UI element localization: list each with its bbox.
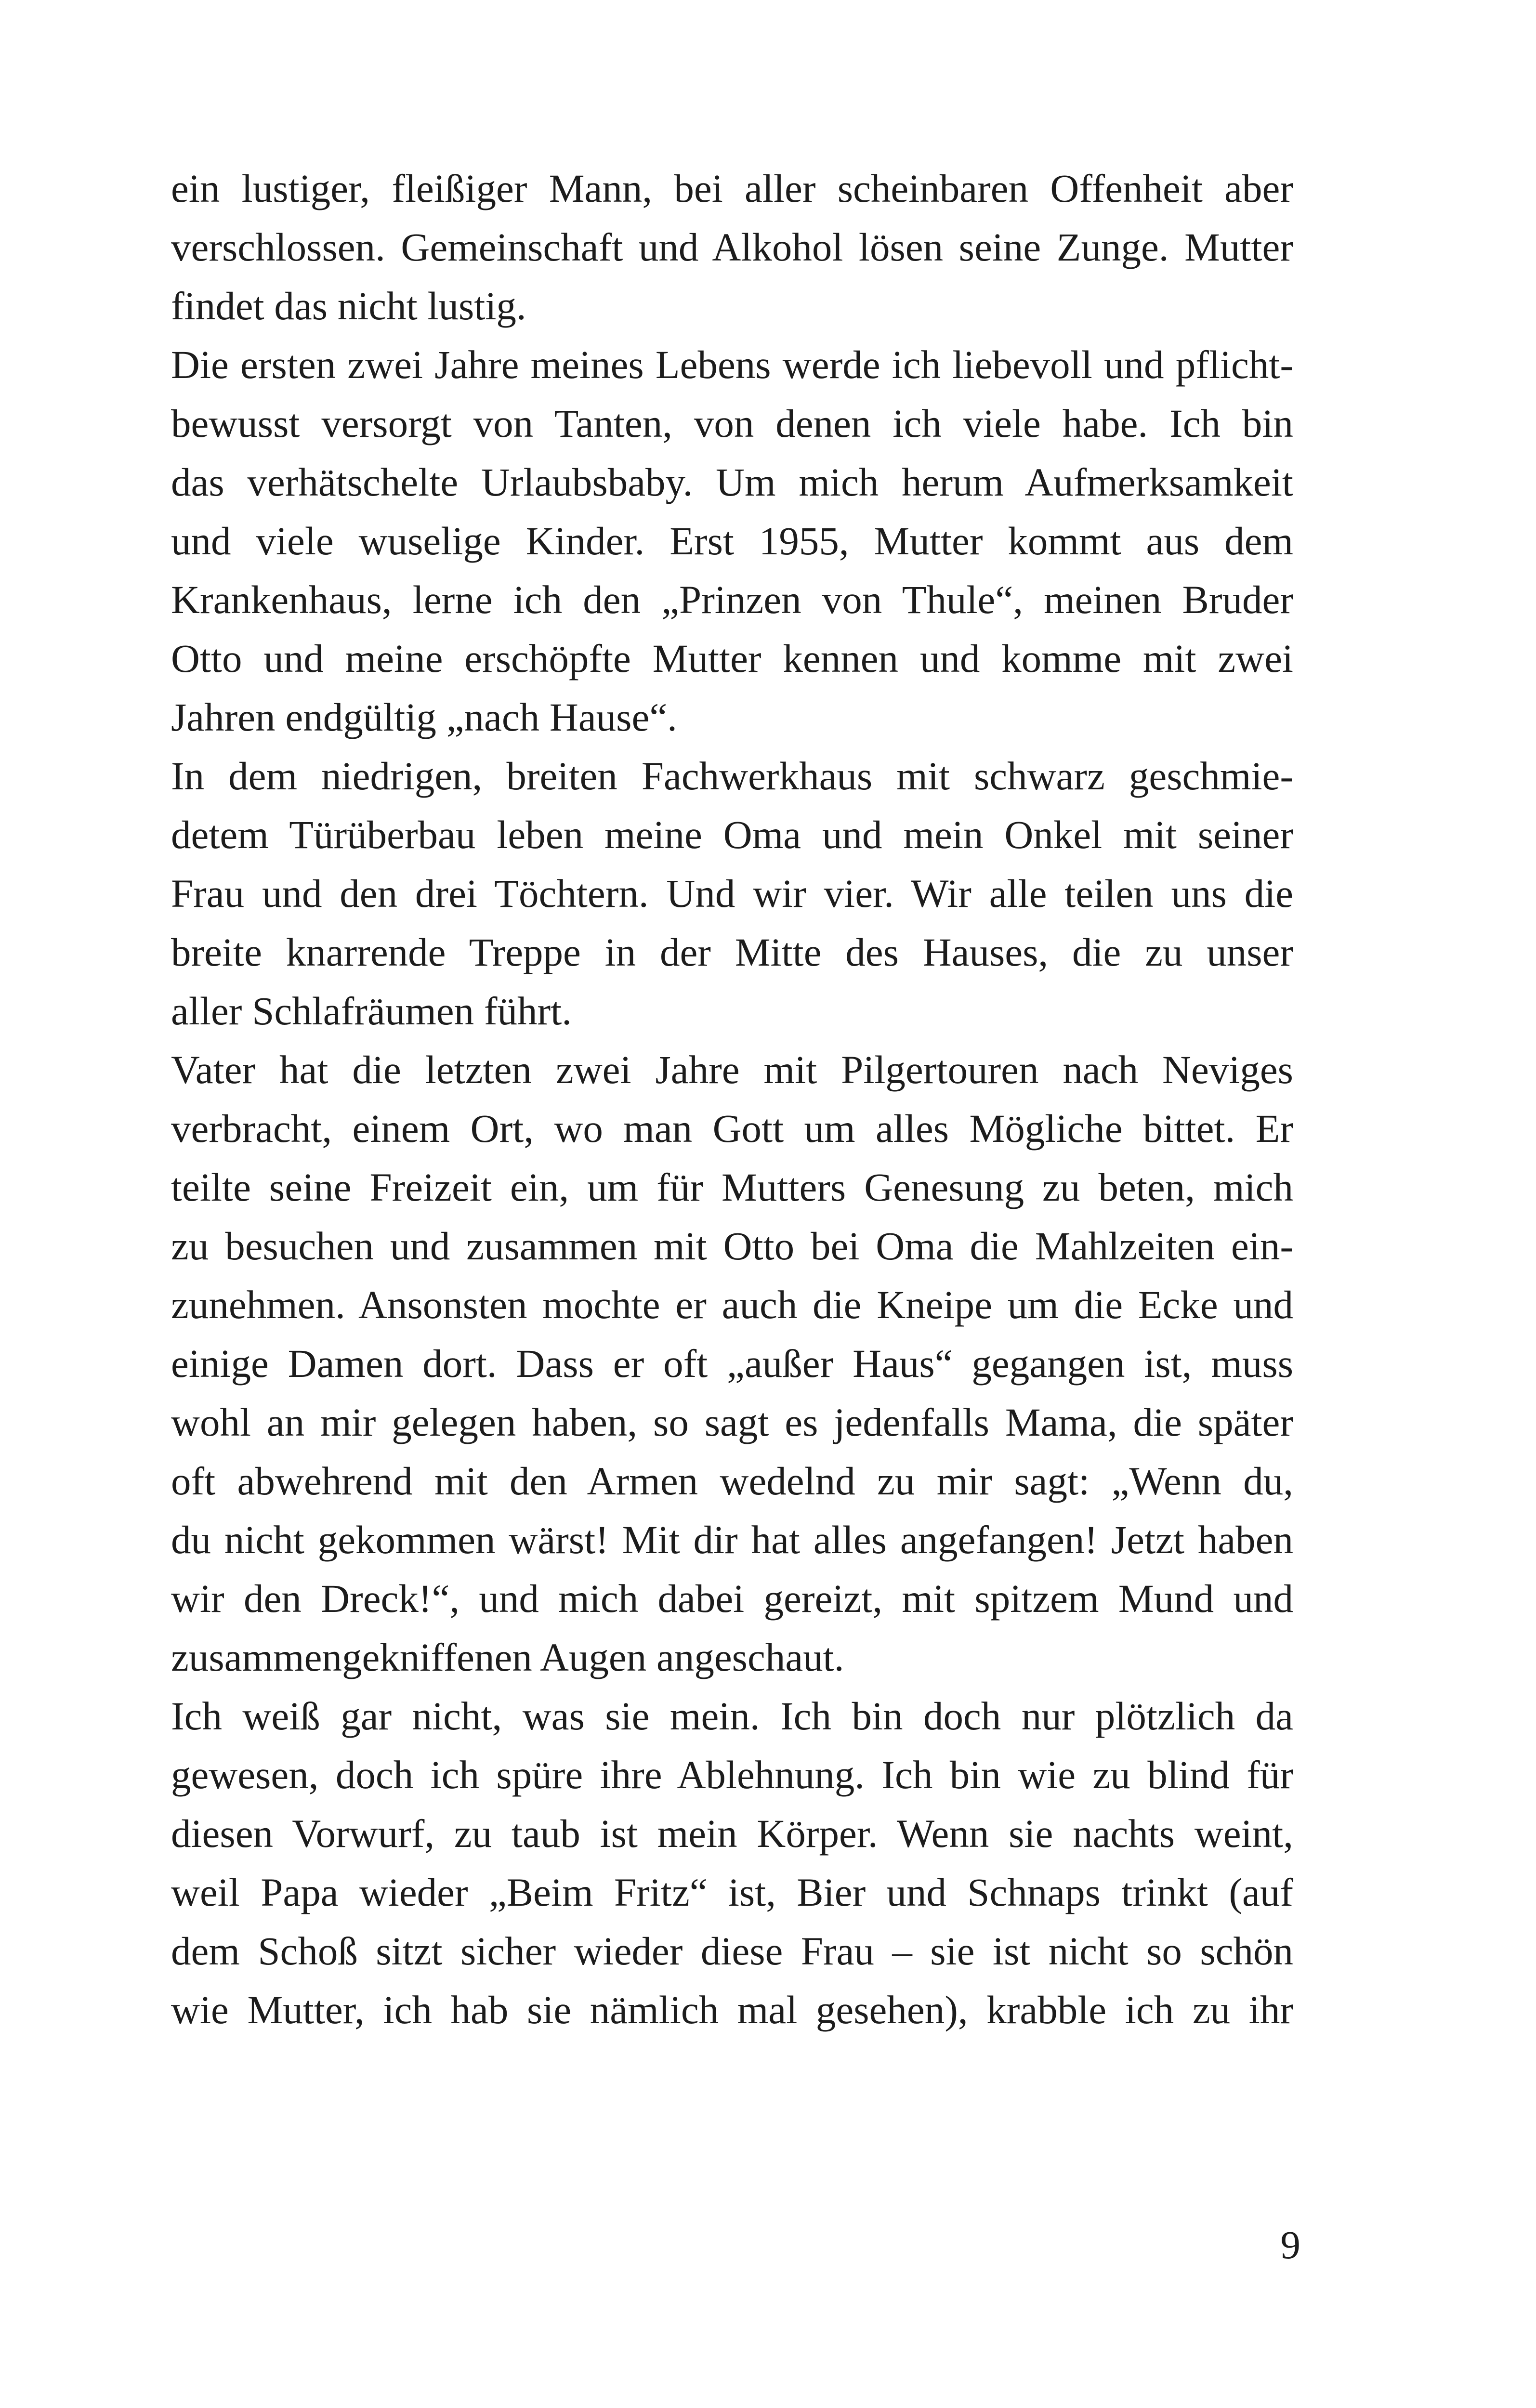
text-line: Jahren endgültig „nach Hause“. (171, 695, 677, 739)
text-line: Die ersten zwei Jahre meines Lebens werde ich liebevoll und pflicht- (171, 342, 1293, 387)
text-line: wie Mutter, ich hab sie nämlich mal gesehen), krabble ich zu ihr (171, 1988, 1293, 2032)
text-line: findet das nicht lustig. (171, 284, 526, 328)
text-line: Ich weiß gar nicht, was sie mein. Ich bin doch nur plötzlich da (171, 1694, 1293, 1738)
text-line: Krankenhaus, lerne ich den „Prinzen von Thule“, meinen Bruder (171, 577, 1293, 622)
text-line: du nicht gekommen wärst! Mit dir hat alles angefangen! Jetzt haben (171, 1518, 1293, 1562)
text-line: Frau und den drei Töchtern. Und wir vier. Wir alle teilen uns die (171, 871, 1293, 916)
text-line: Vater hat die letzten zwei Jahre mit Pilgertouren nach Neviges (171, 1047, 1293, 1092)
text-line: zunehmen. Ansonsten mochte er auch die Kneipe um die Ecke und (171, 1283, 1293, 1327)
text-line: dem Schoß sitzt sicher wieder diese Frau – sie ist nicht so schön (171, 1929, 1293, 1973)
text-line: teilte seine Freizeit ein, um für Mutters Genesung zu beten, mich (171, 1165, 1293, 1209)
text-line: zusammengekniffenen Augen angeschaut. (171, 1635, 844, 1679)
text-line: gewesen, doch ich spüre ihre Ablehnung. Ich bin wie zu blind für (171, 1753, 1293, 1797)
text-line: bewusst versorgt von Tanten, von denen ich viele habe. Ich bin (171, 401, 1293, 445)
text-line: einige Damen dort. Dass er oft „außer Haus“ gegangen ist, muss (171, 1341, 1293, 1386)
text-line: aller Schlafräumen führt. (171, 989, 572, 1033)
text-line: verschlossen. Gemeinschaft und Alkohol lösen seine Zunge. Mutter (171, 225, 1293, 269)
text-line: wir den Dreck!“, und mich dabei gereizt, mit spitzem Mund und (171, 1576, 1293, 1621)
text-line: verbracht, einem Ort, wo man Gott um alles Mögliche bittet. Er (171, 1106, 1293, 1151)
body-text (171, 159, 1293, 2039)
text-line: detem Türüberbau leben meine Oma und mein Onkel mit seiner (171, 812, 1293, 857)
text-line: In dem niedrigen, breiten Fachwerkhaus mit schwarz geschmie- (171, 754, 1293, 798)
text-line: diesen Vorwurf, zu taub ist mein Körper. Wenn sie nachts weint, (171, 1811, 1293, 1856)
text-line: Otto und meine erschöpfte Mutter kennen und komme mit zwei (171, 636, 1293, 681)
text-line: wohl an mir gelegen haben, so sagt es jedenfalls Mama, die später (171, 1400, 1293, 1444)
text-line: und viele wuselige Kinder. Erst 1955, Mutter kommt aus dem (171, 519, 1293, 563)
text-line: das verhätschelte Urlaubsbaby. Um mich herum Aufmerksamkeit (171, 460, 1293, 504)
page-number: 9 (1280, 2223, 1300, 2267)
text-line: oft abwehrend mit den Armen wedelnd zu mir sagt: „Wenn du, (171, 1459, 1293, 1503)
text-line: zu besuchen und zusammen mit Otto bei Oma die Mahlzeiten ein- (171, 1224, 1293, 1268)
text-line: weil Papa wieder „Beim Fritz“ ist, Bier und Schnaps trinkt (auf (171, 1870, 1293, 1914)
text-line: breite knarrende Treppe in der Mitte des Hauses, die zu unser (171, 930, 1293, 974)
text-line: ein lustiger, fleißiger Mann, bei aller scheinbaren Offenheit aber (171, 166, 1293, 210)
